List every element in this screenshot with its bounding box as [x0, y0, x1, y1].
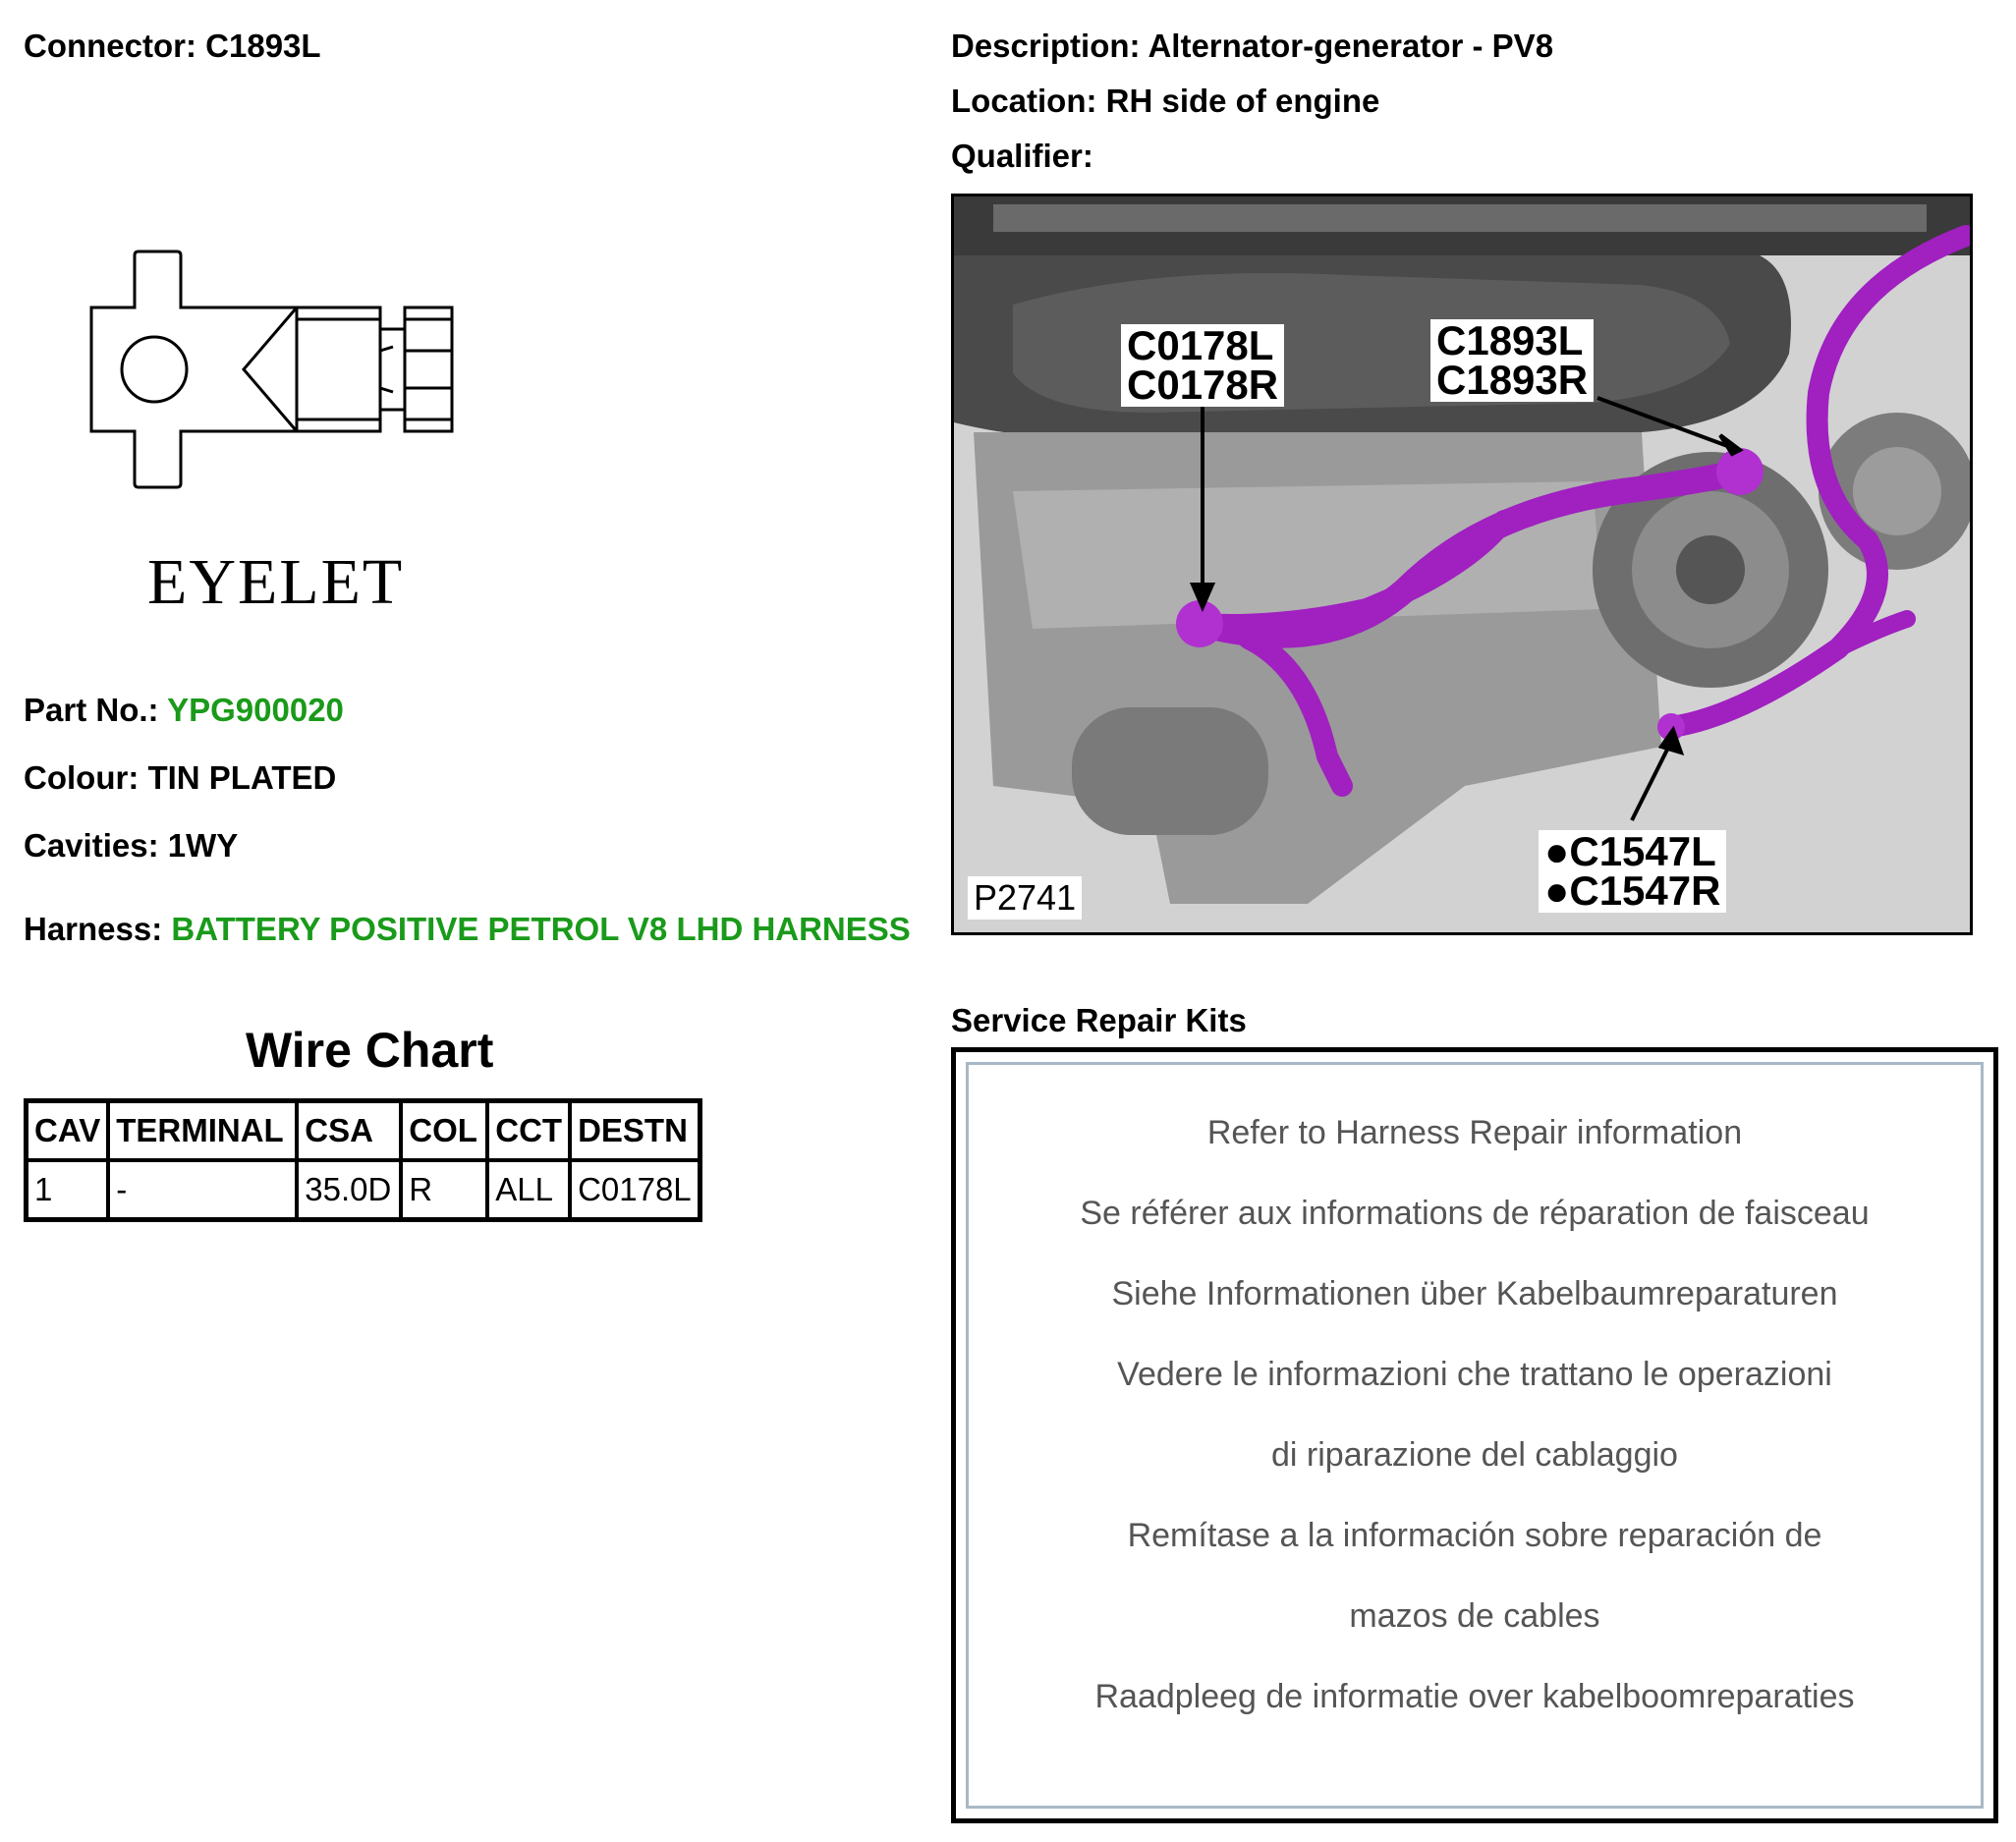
kit-line-es-2: mazos de cables: [1349, 1597, 1600, 1635]
col-destn: DESTN: [570, 1101, 700, 1161]
service-repair-kits-title: Service Repair Kits: [951, 1002, 1247, 1038]
cavities-label: Cavities: 1WY: [24, 827, 239, 864]
cell-destn[interactable]: C0178L: [570, 1160, 700, 1220]
col-cav: CAV: [27, 1101, 109, 1161]
table-header-row: [27, 1101, 700, 1161]
service-repair-kits-inner: [966, 1062, 1984, 1809]
kit-line-nl: Raadpleeg de informatie over kabelboomreparaties: [1094, 1678, 1855, 1715]
part-number-label: Part No.:: [24, 692, 159, 728]
colour-label: Colour: TIN PLATED: [24, 759, 337, 796]
col-terminal: TERMINAL: [108, 1101, 297, 1161]
callout-c0178: [1121, 324, 1284, 407]
cell-terminal: -: [108, 1160, 297, 1220]
part-number-link[interactable]: YPG900020: [167, 692, 344, 728]
location-label: Location: RH side of engine: [951, 83, 1380, 119]
col-col: COL: [401, 1101, 487, 1161]
callout-c1893r: C1893R: [1436, 357, 1589, 403]
callout-c1547r: ●C1547R: [1544, 867, 1721, 914]
col-cct: CCT: [487, 1101, 570, 1161]
kit-line-en: Refer to Harness Repair information: [1206, 1114, 1743, 1151]
cell-cav: 1: [27, 1160, 109, 1220]
table-row: [27, 1160, 700, 1220]
kit-line-es-1: Remítase a la información sobre reparación de: [1127, 1517, 1822, 1554]
photo-reference-id: P2741: [968, 876, 1082, 920]
kit-line-it-1: Vedere le informazioni che trattano le operazioni: [1117, 1356, 1832, 1393]
callout-c1893: [1430, 319, 1594, 402]
callout-c1547l: ●C1547L: [1544, 828, 1716, 874]
qualifier-label: Qualifier:: [951, 138, 1093, 174]
engine-illustration: [954, 196, 1970, 932]
description-label: Description: Alternator-generator - PV8: [951, 28, 1554, 64]
callout-c1547: [1539, 830, 1726, 913]
wire-chart-table: [24, 1098, 702, 1222]
cell-csa: 35.0D: [297, 1160, 401, 1220]
part-number-row: [24, 692, 344, 729]
kit-line-it-2: di riparazione del cablaggio: [1271, 1436, 1678, 1474]
wire-chart-title: Wire Chart: [246, 1023, 494, 1078]
terminal-type-caption: EYELET: [147, 546, 405, 618]
kit-line-de: Siehe Informationen über Kabelbaumreparaturen: [1111, 1275, 1838, 1312]
service-repair-kits-box: [951, 1047, 1998, 1823]
col-csa: CSA: [297, 1101, 401, 1161]
harness-link[interactable]: BATTERY POSITIVE PETROL V8 LHD HARNESS: [171, 911, 911, 947]
connector-label: Connector: C1893L: [24, 28, 321, 64]
callout-c0178r: C0178R: [1127, 362, 1279, 408]
eyelet-terminal-drawing: [79, 241, 472, 506]
cell-cct: ALL: [487, 1160, 570, 1220]
harness-label: Harness:: [24, 911, 163, 947]
harness-row: [24, 911, 911, 948]
cell-col: R: [401, 1160, 487, 1220]
engine-location-photo: [951, 194, 1973, 935]
kit-line-fr: Se référer aux informations de réparation de faisceau: [1080, 1195, 1870, 1232]
callout-c0178l: C0178L: [1127, 322, 1274, 368]
callout-c1893l: C1893L: [1436, 317, 1584, 363]
